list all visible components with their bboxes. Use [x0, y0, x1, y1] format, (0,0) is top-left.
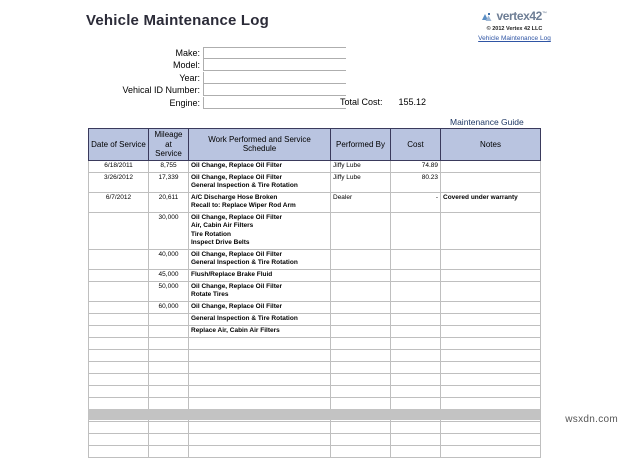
- cell-notes[interactable]: [441, 373, 541, 385]
- table-row[interactable]: [89, 313, 541, 325]
- footer-bar: [88, 409, 540, 420]
- cell-date[interactable]: [89, 433, 149, 445]
- cell-notes[interactable]: [441, 281, 541, 301]
- cell-performed-by[interactable]: Jiffy Lube: [331, 172, 391, 192]
- table-row[interactable]: [89, 349, 541, 361]
- cell-cost[interactable]: [391, 325, 441, 337]
- cell-performed-by[interactable]: [331, 301, 391, 313]
- cell-mileage[interactable]: 60,000: [149, 301, 189, 313]
- vehicle-info-form: [96, 46, 346, 109]
- cell-work-performed[interactable]: [189, 373, 331, 385]
- total-cost-value: 155.12: [398, 97, 427, 107]
- cell-mileage[interactable]: [149, 337, 189, 349]
- cell-mileage[interactable]: 20,611: [149, 192, 189, 212]
- column-header-cost[interactable]: Cost: [391, 129, 441, 161]
- copyright-text: © 2012 Vertex 42 LLC: [486, 26, 543, 32]
- table-row[interactable]: [89, 249, 541, 269]
- cell-cost[interactable]: [391, 445, 441, 457]
- cell-date[interactable]: [89, 337, 149, 349]
- engine-label: Engine:: [169, 97, 200, 108]
- cell-notes[interactable]: [441, 445, 541, 457]
- table-row[interactable]: [89, 301, 541, 313]
- cell-work-performed[interactable]: [189, 397, 331, 409]
- cell-date[interactable]: 6/7/2012: [89, 192, 149, 212]
- cell-work-performed[interactable]: [189, 433, 331, 445]
- form-row-year: [96, 71, 346, 84]
- page-title: Vehicle Maintenance Log: [86, 12, 269, 29]
- cell-performed-by[interactable]: Dealer: [331, 192, 391, 212]
- cell-mileage[interactable]: [149, 325, 189, 337]
- table-row[interactable]: [89, 397, 541, 409]
- cell-notes[interactable]: [441, 301, 541, 313]
- form-row-model: [96, 59, 346, 72]
- form-row-make: [96, 46, 346, 59]
- watermark: wsxdn.com: [565, 414, 618, 425]
- model-label: Model:: [172, 60, 200, 71]
- table-row[interactable]: [89, 160, 541, 172]
- cell-date[interactable]: [89, 281, 149, 301]
- cell-performed-by[interactable]: [331, 325, 391, 337]
- cell-mileage[interactable]: [149, 349, 189, 361]
- cell-mileage[interactable]: 40,000: [149, 249, 189, 269]
- work-line: Rotate Tires: [191, 291, 229, 298]
- cell-mileage[interactable]: [149, 385, 189, 397]
- template-link[interactable]: Vehicle Maintenance Log: [478, 35, 551, 42]
- cell-mileage[interactable]: [149, 313, 189, 325]
- cell-notes[interactable]: [441, 397, 541, 409]
- vertex42-logo-icon: [482, 10, 493, 21]
- cell-cost[interactable]: [391, 337, 441, 349]
- work-line: Replace Air, Cabin Air Filters: [191, 326, 280, 334]
- cell-notes[interactable]: [441, 361, 541, 373]
- cell-cost[interactable]: [391, 269, 441, 281]
- cell-performed-by[interactable]: [331, 212, 391, 249]
- cell-notes[interactable]: [441, 325, 541, 337]
- make-label: Make:: [175, 47, 200, 58]
- cell-work-performed[interactable]: [189, 385, 331, 397]
- table-row[interactable]: [89, 192, 541, 212]
- cell-date[interactable]: [89, 301, 149, 313]
- total-cost-label: Total Cost:: [340, 97, 383, 107]
- table-row[interactable]: [89, 373, 541, 385]
- cell-work-performed[interactable]: [189, 212, 331, 249]
- cell-work-performed[interactable]: [189, 301, 331, 313]
- work-line: Oil Change, Replace Oil Filter: [191, 161, 283, 169]
- cell-date[interactable]: [89, 421, 149, 433]
- cell-work-performed[interactable]: [189, 337, 331, 349]
- cell-performed-by[interactable]: [331, 433, 391, 445]
- cell-performed-by[interactable]: [331, 349, 391, 361]
- cell-work-performed[interactable]: [189, 313, 331, 325]
- cell-notes[interactable]: [441, 160, 541, 172]
- cell-work-performed[interactable]: [189, 172, 331, 192]
- work-line: A/C Discharge Hose Broken: [191, 193, 278, 201]
- work-line: General Inspection & Tire Rotation: [191, 259, 298, 266]
- table-row[interactable]: [89, 269, 541, 281]
- work-line: Oil Change, Replace Oil Filter: [191, 282, 283, 290]
- make-field[interactable]: [203, 47, 346, 59]
- cell-date[interactable]: [89, 212, 149, 249]
- work-line: Tire Rotation: [191, 230, 231, 238]
- cell-work-performed[interactable]: [189, 325, 331, 337]
- table-row[interactable]: [89, 361, 541, 373]
- column-header-mileage[interactable]: Mileage at Service: [149, 129, 189, 161]
- cell-notes[interactable]: [441, 349, 541, 361]
- cell-work-performed[interactable]: [189, 160, 331, 172]
- cell-notes[interactable]: [441, 313, 541, 325]
- year-label: Year:: [179, 72, 200, 83]
- cell-work-performed[interactable]: [189, 361, 331, 373]
- work-line: Flush/Replace Brake Fluid: [191, 270, 273, 278]
- cell-performed-by[interactable]: [331, 421, 391, 433]
- work-line: Oil Change, Replace Oil Filter: [191, 302, 283, 310]
- cell-cost[interactable]: [391, 313, 441, 325]
- cell-date[interactable]: [89, 349, 149, 361]
- cell-cost[interactable]: [391, 212, 441, 249]
- cell-cost[interactable]: [391, 433, 441, 445]
- table-row[interactable]: [89, 325, 541, 337]
- cell-notes[interactable]: [441, 212, 541, 249]
- cell-cost[interactable]: 74.89: [391, 160, 441, 172]
- cell-date[interactable]: [89, 325, 149, 337]
- cell-performed-by[interactable]: [331, 249, 391, 269]
- table-row[interactable]: [89, 433, 541, 445]
- form-row-vehicle-id: [96, 84, 346, 97]
- column-header-performed-by[interactable]: Performed By: [331, 129, 391, 161]
- work-line: Oil Change, Replace Oil Filter: [191, 173, 283, 181]
- column-header-work[interactable]: Work Performed and Service Schedule: [189, 129, 331, 161]
- work-line: Oil Change, Replace Oil Filter: [191, 250, 283, 258]
- cell-date[interactable]: [89, 397, 149, 409]
- cell-mileage[interactable]: 50,000: [149, 281, 189, 301]
- cell-mileage[interactable]: 17,339: [149, 172, 189, 192]
- cell-mileage[interactable]: [149, 445, 189, 457]
- cell-mileage[interactable]: [149, 421, 189, 433]
- cell-notes[interactable]: [441, 249, 541, 269]
- cell-cost[interactable]: [391, 301, 441, 313]
- maintenance-guide-caption: Maintenance Guide: [450, 117, 524, 127]
- table-row[interactable]: [89, 385, 541, 397]
- cell-work-performed[interactable]: [189, 269, 331, 281]
- cell-work-performed[interactable]: [189, 192, 331, 212]
- cell-cost[interactable]: [391, 249, 441, 269]
- column-header-notes[interactable]: Notes: [441, 129, 541, 161]
- cell-performed-by[interactable]: [331, 281, 391, 301]
- cell-date[interactable]: [89, 373, 149, 385]
- vehicle-id-label: Vehical ID Number:: [122, 85, 200, 96]
- work-line: Oil Change, Replace Oil Filter: [191, 213, 283, 221]
- cell-cost[interactable]: [391, 421, 441, 433]
- cell-cost[interactable]: [391, 385, 441, 397]
- table-row[interactable]: [89, 212, 541, 249]
- cell-performed-by[interactable]: [331, 373, 391, 385]
- cell-notes[interactable]: Covered under warranty: [441, 192, 541, 212]
- cell-performed-by[interactable]: [331, 385, 391, 397]
- cell-performed-by[interactable]: [331, 361, 391, 373]
- cell-mileage[interactable]: 45,000: [149, 269, 189, 281]
- cell-notes[interactable]: [441, 337, 541, 349]
- cell-performed-by[interactable]: [331, 269, 391, 281]
- brand-block: [462, 8, 567, 42]
- cell-cost[interactable]: 80.23: [391, 172, 441, 192]
- year-field[interactable]: [203, 72, 346, 84]
- cell-date[interactable]: [89, 249, 149, 269]
- cell-work-performed[interactable]: [189, 445, 331, 457]
- cell-work-performed[interactable]: [189, 349, 331, 361]
- cell-notes[interactable]: [441, 172, 541, 192]
- cell-performed-by[interactable]: Jiffy Lube: [331, 160, 391, 172]
- cell-performed-by[interactable]: [331, 397, 391, 409]
- cell-mileage[interactable]: 30,000: [149, 212, 189, 249]
- cell-date[interactable]: 6/18/2011: [89, 160, 149, 172]
- cell-notes[interactable]: [441, 269, 541, 281]
- work-line: Recall to: Replace Wiper Rod Arm: [191, 202, 296, 209]
- cell-notes[interactable]: [441, 385, 541, 397]
- cell-work-performed[interactable]: [189, 421, 331, 433]
- cell-performed-by[interactable]: [331, 313, 391, 325]
- cell-cost[interactable]: [391, 349, 441, 361]
- cell-performed-by[interactable]: [331, 445, 391, 457]
- total-cost: [340, 97, 426, 107]
- cell-performed-by[interactable]: [331, 337, 391, 349]
- cell-mileage[interactable]: [149, 373, 189, 385]
- engine-field[interactable]: [203, 97, 346, 109]
- table-row[interactable]: [89, 445, 541, 457]
- cell-date[interactable]: [89, 385, 149, 397]
- vehicle-id-field[interactable]: [203, 84, 346, 96]
- cell-cost[interactable]: [391, 397, 441, 409]
- cell-date[interactable]: [89, 269, 149, 281]
- column-header-date[interactable]: Date of Service: [89, 129, 149, 161]
- cell-work-performed[interactable]: [189, 249, 331, 269]
- cell-cost[interactable]: -: [391, 192, 441, 212]
- cell-cost[interactable]: [391, 281, 441, 301]
- brand-logo: [462, 8, 567, 22]
- trademark-icon: ™: [541, 11, 547, 17]
- cell-mileage[interactable]: 8,755: [149, 160, 189, 172]
- cell-notes[interactable]: [441, 421, 541, 433]
- form-row-engine: [96, 96, 346, 109]
- model-field[interactable]: [203, 59, 346, 71]
- table-row[interactable]: [89, 421, 541, 433]
- cell-date[interactable]: [89, 445, 149, 457]
- cell-mileage[interactable]: [149, 433, 189, 445]
- table-row[interactable]: [89, 337, 541, 349]
- table-row[interactable]: [89, 281, 541, 301]
- work-line: General Inspection & Tire Rotation: [191, 182, 298, 189]
- table-row[interactable]: [89, 172, 541, 192]
- cell-notes[interactable]: [441, 433, 541, 445]
- brand-wordmark-text: vertex42: [496, 9, 542, 23]
- table-header-row: [89, 129, 541, 161]
- work-line: Air, Cabin Air Filters: [191, 222, 254, 229]
- cell-mileage[interactable]: [149, 361, 189, 373]
- cell-date[interactable]: [89, 313, 149, 325]
- cell-cost[interactable]: [391, 361, 441, 373]
- cell-cost[interactable]: [391, 373, 441, 385]
- cell-date[interactable]: [89, 361, 149, 373]
- work-line: General Inspection & Tire Rotation: [191, 314, 298, 322]
- cell-mileage[interactable]: [149, 397, 189, 409]
- work-line: Inspect Drive Belts: [191, 239, 250, 246]
- cell-date[interactable]: 3/26/2012: [89, 172, 149, 192]
- cell-work-performed[interactable]: [189, 281, 331, 301]
- brand-wordmark: [496, 8, 546, 22]
